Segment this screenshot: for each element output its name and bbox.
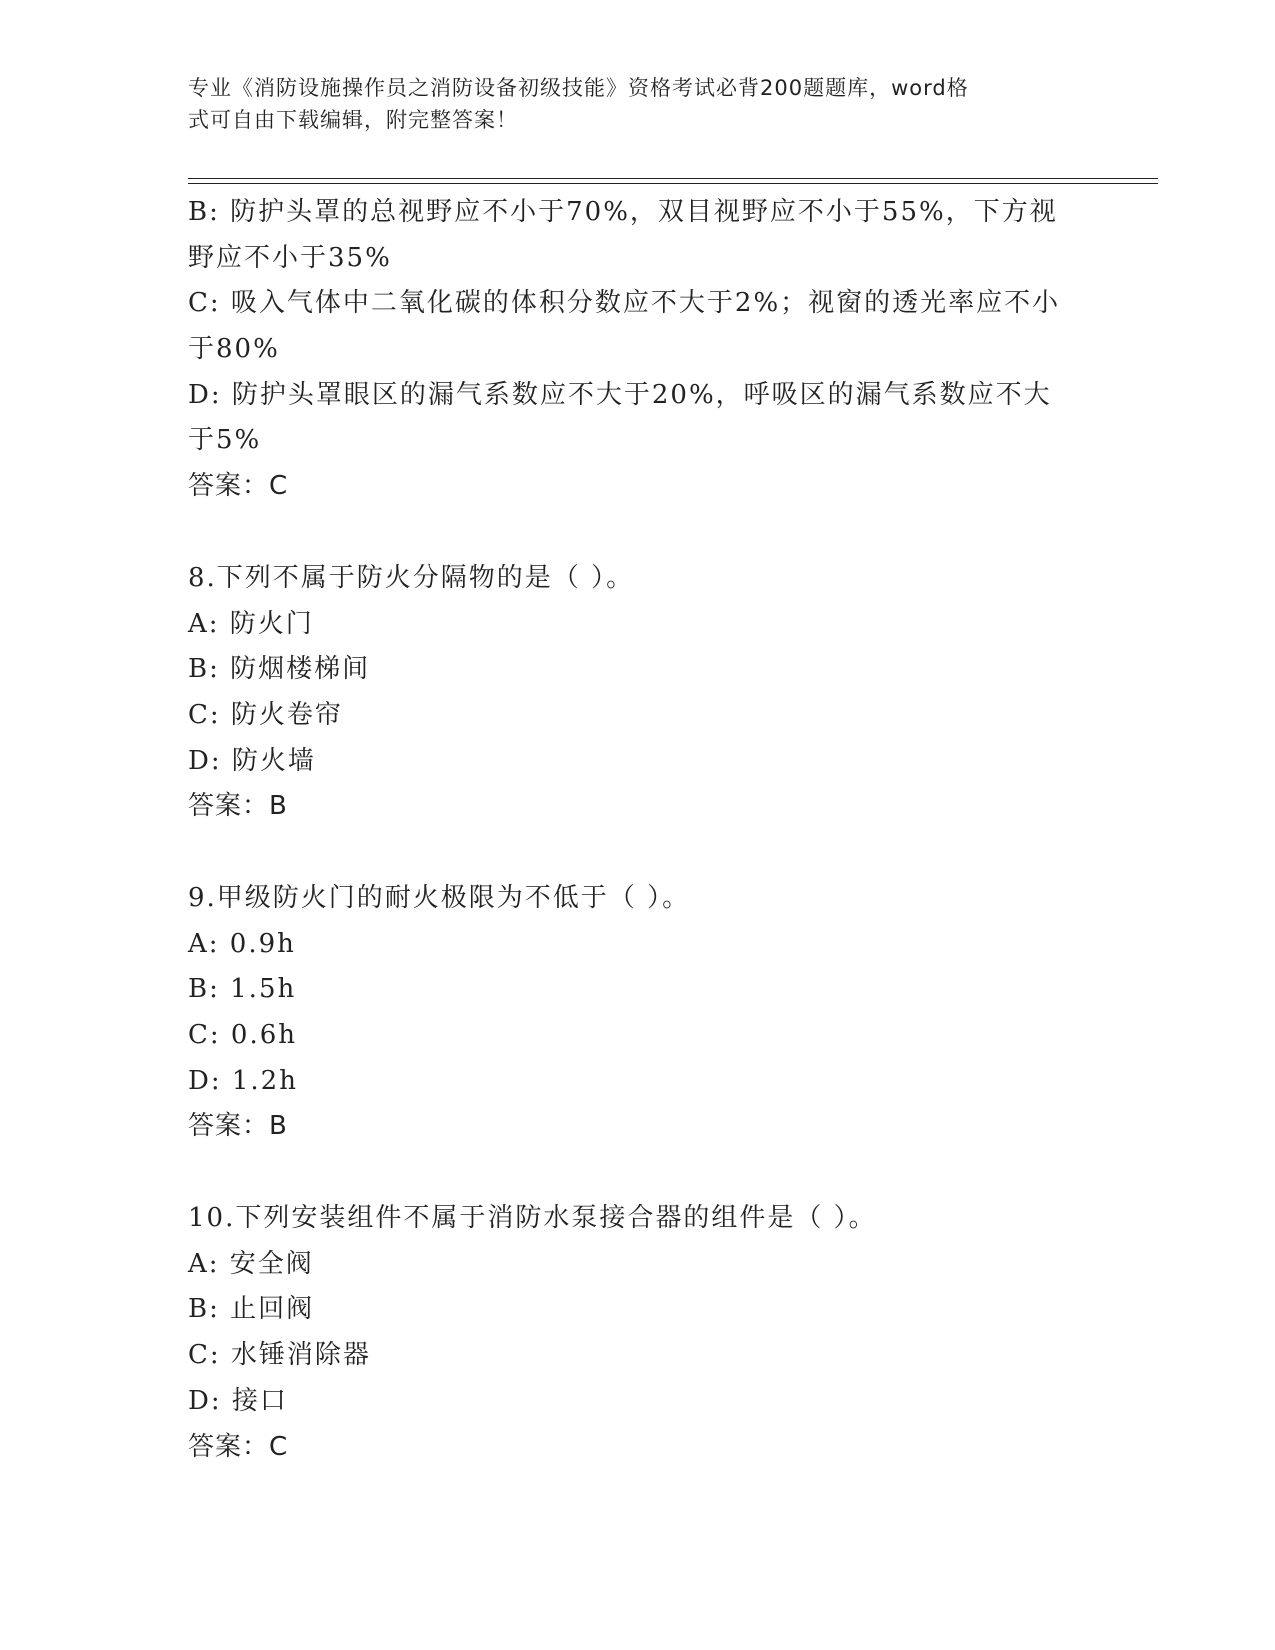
option-b: B: 1.5h — [188, 974, 297, 1005]
answer-9: 答案：B — [188, 1111, 288, 1142]
spacer — [188, 510, 1088, 556]
question-9 — [188, 876, 1088, 1150]
option-b-line-1: B: 防护头罩的总视野应不小于70%，双目视野应不小于55%，下方视 — [188, 197, 1058, 227]
option-a: A: 安全阀 — [188, 1248, 314, 1279]
question-7-continued — [188, 190, 1088, 510]
answer-7: 答案：C — [188, 471, 289, 502]
header-line-2: 式可自由下载编辑，附完整答案！ — [188, 108, 518, 132]
option-b-line-2: 野应不小于35% — [188, 242, 392, 273]
page-header — [188, 72, 1068, 136]
option-d: D: 1.2h — [188, 1065, 298, 1096]
question-9-text: 9.甲级防火门的耐火极限为不低于（ ）。 — [188, 882, 691, 913]
header-line-1: 专业《消防设施操作员之消防设备初级技能》资格考试必背200题题库，word格 — [188, 76, 969, 100]
option-d-line-2: 于5% — [188, 425, 262, 456]
answer-10: 答案：C — [188, 1431, 289, 1462]
option-b: B: 止回阀 — [188, 1294, 315, 1325]
spacer — [188, 830, 1088, 876]
question-8 — [188, 556, 1088, 830]
question-8-text: 8.下列不属于防火分隔物的是（ ）。 — [188, 562, 635, 593]
option-c: C: 防火卷帘 — [188, 699, 343, 730]
option-c-line-2: 于80% — [188, 334, 280, 365]
option-a: A: 0.9h — [188, 928, 296, 959]
option-b: B: 防烟楼梯间 — [188, 654, 371, 685]
header-divider-bottom — [188, 183, 1158, 184]
option-c: C: 水锤消除器 — [188, 1340, 371, 1371]
option-d-line-1: D: 防护头罩眼区的漏气系数应不大于20%，呼吸区的漏气系数应不大 — [188, 379, 1052, 410]
option-d: D: 接口 — [188, 1385, 288, 1416]
option-c: C: 0.6h — [188, 1020, 298, 1050]
spacer — [188, 1150, 1088, 1196]
document-body — [188, 190, 1088, 1470]
question-10 — [188, 1196, 1088, 1470]
option-c-line-1: C: 吸入气体中二氧化碳的体积分数应不大于2%；视窗的透光率应不小 — [188, 288, 1061, 319]
option-d: D: 防火墙 — [188, 745, 316, 776]
option-a: A: 防火门 — [188, 608, 314, 639]
answer-8: 答案：B — [188, 791, 288, 822]
question-10-text: 10.下列安装组件不属于消防水泵接合器的组件是（ ）。 — [188, 1203, 877, 1234]
header-divider-top — [188, 178, 1158, 179]
